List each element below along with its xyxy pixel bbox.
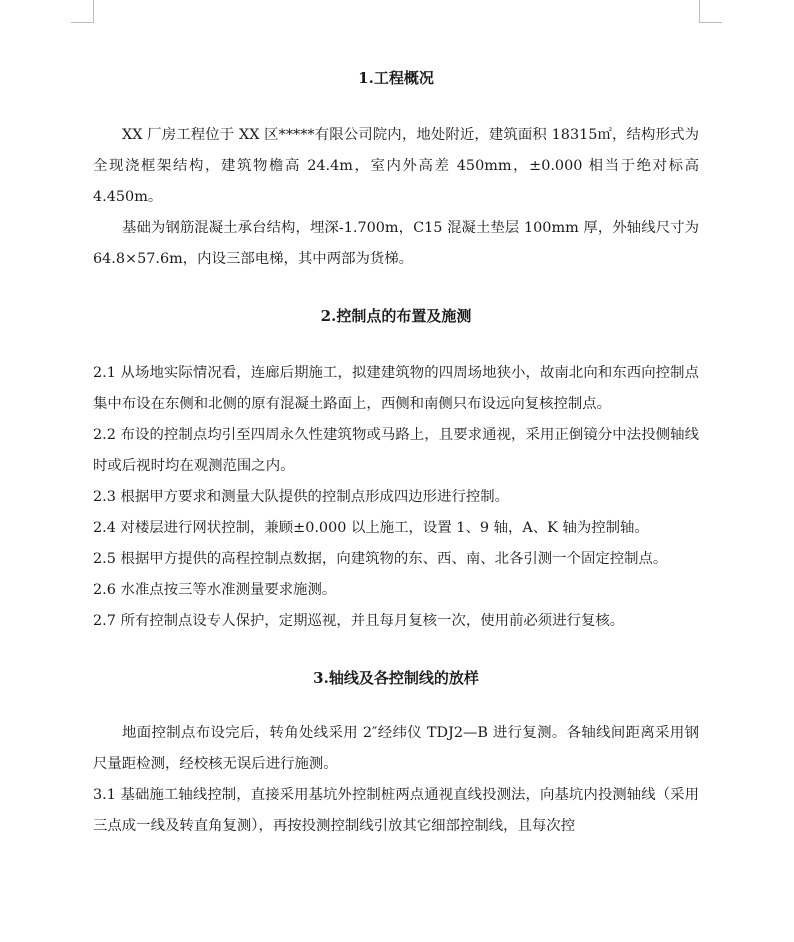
- margin-corner-mark-left: [71, 0, 94, 23]
- paragraph: 2.6 水准点按三等水准测量要求施测。: [93, 582, 337, 598]
- document-body: [93, 60, 699, 842]
- paragraph: 2.5 根据甲方提供的高程控制点数据，向建筑物的东、西、南、北各引测一个固定控制点。: [93, 551, 668, 567]
- paragraph: 地面控制点布设完后，转角处线采用 2″经纬仪 TDJ2—B 进行复测。各轴线间距离采用钢尺量距检测，经校核无误后进行施测。: [93, 725, 699, 772]
- paragraph: 2.2 布设的控制点均引至四周永久性建筑物或马路上，且要求通视，采用正倒镜分中法投侧轴线时或后视时均在观测范围之内。: [93, 427, 699, 474]
- paragraph: 基础为钢筋混凝土承台结构，埋深-1.700m，C15 混凝土垫层 100mm 厚，外轴线尺寸为 64.8×57.6m，内设三部电梯，其中两部为货梯。: [93, 220, 699, 267]
- section-heading-control-points: 2.控制点的布置及施测: [320, 307, 472, 325]
- paragraph: 2.1 从场地实际情况看，连廊后期施工，拟建建筑物的四周场地狭小，故南北向和东西向控制点集中布设在东侧和北侧的原有混凝土路面上，西侧和南侧只布设远向复核控制点。: [93, 365, 699, 412]
- paragraph: 3.1 基础施工轴线控制，直接采用基坑外控制桩两点通视直线投测法，向基坑内投测轴线（采用三点成一线及转直角复测），再按投测控制线引放其它细部控制线，且每次控: [93, 787, 699, 834]
- paragraph: 2.3 根据甲方要求和测量大队提供的控制点形成四边形进行控制。: [93, 489, 510, 505]
- margin-corner-mark-right: [699, 0, 722, 23]
- paragraph: XX 厂房工程位于 XX 区*****有限公司院内，地处附近，建筑面积 18315㎡，结构形式为全现浇框架结构，建筑物檐高 24.4m，室内外高差 450mm，±0.000 相当于绝对标高 4.450m。: [93, 127, 699, 205]
- section-heading-axis-layout: 3.轴线及各控制线的放样: [313, 669, 479, 687]
- paragraph: 2.4 对楼层进行网状控制，兼顾±0.000 以上施工，设置 1、9 轴，A、K 轴为控制轴。: [93, 520, 649, 536]
- section-heading-overview: 1.工程概况: [358, 69, 434, 87]
- paragraph: 2.7 所有控制点设专人保护，定期巡视，并且每月复核一次，使用前必须进行复核。: [93, 613, 625, 629]
